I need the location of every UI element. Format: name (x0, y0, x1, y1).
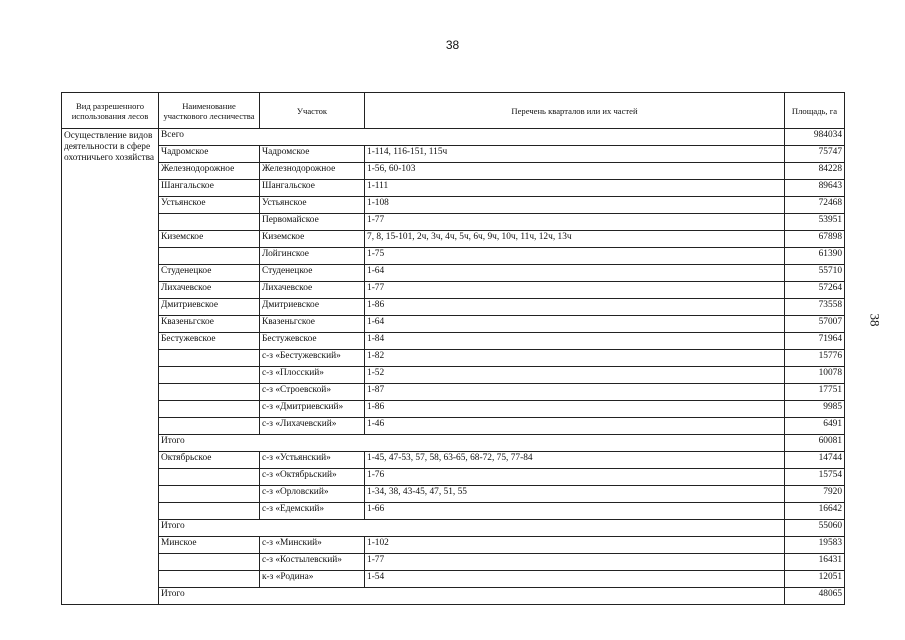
district-cell: Шангальское (159, 180, 260, 197)
district-cell: Устьянское (159, 197, 260, 214)
area-cell: 6491 (785, 418, 845, 435)
quarters-cell: 1-82 (365, 350, 785, 367)
district-cell: Квазеньгское (159, 316, 260, 333)
district-cell: Студенецкое (159, 265, 260, 282)
area-cell: 55710 (785, 265, 845, 282)
use-type-cell: Осуществление видов деятельности в сфере охотничьего хозяйства (62, 129, 159, 605)
subtotal-row (62, 588, 845, 605)
quarters-cell: 1-45, 47-53, 57, 58, 63-65, 68-72, 75, 77-84 (365, 452, 785, 469)
quarters-cell: 1-102 (365, 537, 785, 554)
plot-cell: Квазеньгское (260, 316, 365, 333)
area-cell: 71964 (785, 333, 845, 350)
plot-cell: с-з «Плосский» (260, 367, 365, 384)
plot-cell: Лихачевское (260, 282, 365, 299)
district-cell: Чадромское (159, 146, 260, 163)
district-cell: Киземское (159, 231, 260, 248)
total-row (62, 129, 845, 146)
table-row (62, 197, 845, 214)
district-cell (159, 418, 260, 435)
table-row (62, 486, 845, 503)
district-cell (159, 469, 260, 486)
table-row (62, 146, 845, 163)
area-cell: 16642 (785, 503, 845, 520)
area-cell: 73558 (785, 299, 845, 316)
area-cell: 12051 (785, 571, 845, 588)
plot-cell: с-з «Октябрьский» (260, 469, 365, 486)
subtotal-label: Итого (159, 435, 785, 452)
quarters-cell: 1-114, 116-151, 115ч (365, 146, 785, 163)
table-row (62, 214, 845, 231)
total-label: Всего (159, 129, 785, 146)
quarters-cell: 1-87 (365, 384, 785, 401)
side-page-number: 38 (867, 313, 883, 327)
plot-cell: с-з «Минский» (260, 537, 365, 554)
plot-cell: Железнодорожное (260, 163, 365, 180)
district-cell: Октябрьское (159, 452, 260, 469)
table-row (62, 418, 845, 435)
area-cell: 57264 (785, 282, 845, 299)
plot-cell: с-з «Орловский» (260, 486, 365, 503)
area-cell: 67898 (785, 231, 845, 248)
quarters-cell: 1-86 (365, 401, 785, 418)
area-cell: 16431 (785, 554, 845, 571)
quarters-cell: 1-34, 38, 43-45, 47, 51, 55 (365, 486, 785, 503)
table-row (62, 384, 845, 401)
table-row (62, 265, 845, 282)
table-row (62, 231, 845, 248)
quarters-cell: 1-84 (365, 333, 785, 350)
quarters-cell: 1-77 (365, 282, 785, 299)
plot-cell: с-з «Дмитриевский» (260, 401, 365, 418)
quarters-cell: 1-108 (365, 197, 785, 214)
area-cell: 57007 (785, 316, 845, 333)
header-district: Наименование участкового лесничества (159, 93, 260, 129)
district-cell: Дмитриевское (159, 299, 260, 316)
area-cell: 84228 (785, 163, 845, 180)
district-cell (159, 384, 260, 401)
table-row (62, 248, 845, 265)
table-row (62, 350, 845, 367)
plot-cell: с-з «Устьянский» (260, 452, 365, 469)
district-cell (159, 350, 260, 367)
district-cell: Лихачевское (159, 282, 260, 299)
district-cell: Железнодорожное (159, 163, 260, 180)
subtotal-row (62, 520, 845, 537)
table-row (62, 299, 845, 316)
area-cell: 15754 (785, 469, 845, 486)
quarters-cell: 1-77 (365, 214, 785, 231)
header-use: Вид разрешенного использования лесов (62, 93, 159, 129)
quarters-cell: 1-64 (365, 316, 785, 333)
area-cell: 19583 (785, 537, 845, 554)
area-cell: 7920 (785, 486, 845, 503)
plot-cell: Киземское (260, 231, 365, 248)
quarters-cell: 1-86 (365, 299, 785, 316)
district-cell (159, 401, 260, 418)
district-cell (159, 214, 260, 231)
total-area: 984034 (785, 129, 845, 146)
forest-use-table (61, 92, 845, 605)
district-cell: Минское (159, 537, 260, 554)
plot-cell: к-з «Родина» (260, 571, 365, 588)
subtotal-label: Итого (159, 588, 785, 605)
quarters-cell: 1-111 (365, 180, 785, 197)
plot-cell: Бестужевское (260, 333, 365, 350)
plot-cell: Шангальское (260, 180, 365, 197)
subtotal-area: 60081 (785, 435, 845, 452)
quarters-cell: 7, 8, 15-101, 2ч, 3ч, 4ч, 5ч, 6ч, 9ч, 10ч, 11ч, 12ч, 13ч (365, 231, 785, 248)
table-row (62, 282, 845, 299)
header-plot: Участок (260, 93, 365, 129)
table-header-row (62, 93, 845, 129)
subtotal-area: 48065 (785, 588, 845, 605)
quarters-cell: 1-56, 60-103 (365, 163, 785, 180)
area-cell: 14744 (785, 452, 845, 469)
subtotal-row (62, 435, 845, 452)
header-area: Площадь, га (785, 93, 845, 129)
quarters-cell: 1-75 (365, 248, 785, 265)
area-cell: 17751 (785, 384, 845, 401)
district-cell (159, 367, 260, 384)
area-cell: 75747 (785, 146, 845, 163)
district-cell (159, 554, 260, 571)
area-cell: 61390 (785, 248, 845, 265)
table-row (62, 401, 845, 418)
plot-cell: с-з «Бестужевский» (260, 350, 365, 367)
table-row (62, 503, 845, 520)
area-cell: 9985 (785, 401, 845, 418)
plot-cell: Чадромское (260, 146, 365, 163)
quarters-cell: 1-66 (365, 503, 785, 520)
table-row (62, 163, 845, 180)
district-cell (159, 248, 260, 265)
quarters-cell: 1-64 (365, 265, 785, 282)
subtotal-label: Итого (159, 520, 785, 537)
quarters-cell: 1-46 (365, 418, 785, 435)
table-row (62, 452, 845, 469)
plot-cell: Первомайское (260, 214, 365, 231)
table-row (62, 180, 845, 197)
subtotal-area: 55060 (785, 520, 845, 537)
table-row (62, 537, 845, 554)
area-cell: 15776 (785, 350, 845, 367)
area-cell: 89643 (785, 180, 845, 197)
plot-cell: Дмитриевское (260, 299, 365, 316)
header-quarters: Перечень кварталов или их частей (365, 93, 785, 129)
table-row (62, 571, 845, 588)
plot-cell: Студенецкое (260, 265, 365, 282)
plot-cell: с-з «Едемский» (260, 503, 365, 520)
plot-cell: Устьянское (260, 197, 365, 214)
table-row (62, 333, 845, 350)
quarters-cell: 1-54 (365, 571, 785, 588)
table-row (62, 367, 845, 384)
quarters-cell: 1-52 (365, 367, 785, 384)
plot-cell: с-з «Строевской» (260, 384, 365, 401)
quarters-cell: 1-76 (365, 469, 785, 486)
table-row (62, 469, 845, 486)
plot-cell: с-з «Костылевский» (260, 554, 365, 571)
area-cell: 53951 (785, 214, 845, 231)
district-cell (159, 486, 260, 503)
area-cell: 10078 (785, 367, 845, 384)
quarters-cell: 1-77 (365, 554, 785, 571)
plot-cell: Лойгинское (260, 248, 365, 265)
page-number: 38 (445, 38, 460, 52)
table-row (62, 554, 845, 571)
table-row (62, 316, 845, 333)
district-cell (159, 503, 260, 520)
district-cell: Бестужевское (159, 333, 260, 350)
area-cell: 72468 (785, 197, 845, 214)
plot-cell: с-з «Лихачевский» (260, 418, 365, 435)
district-cell (159, 571, 260, 588)
